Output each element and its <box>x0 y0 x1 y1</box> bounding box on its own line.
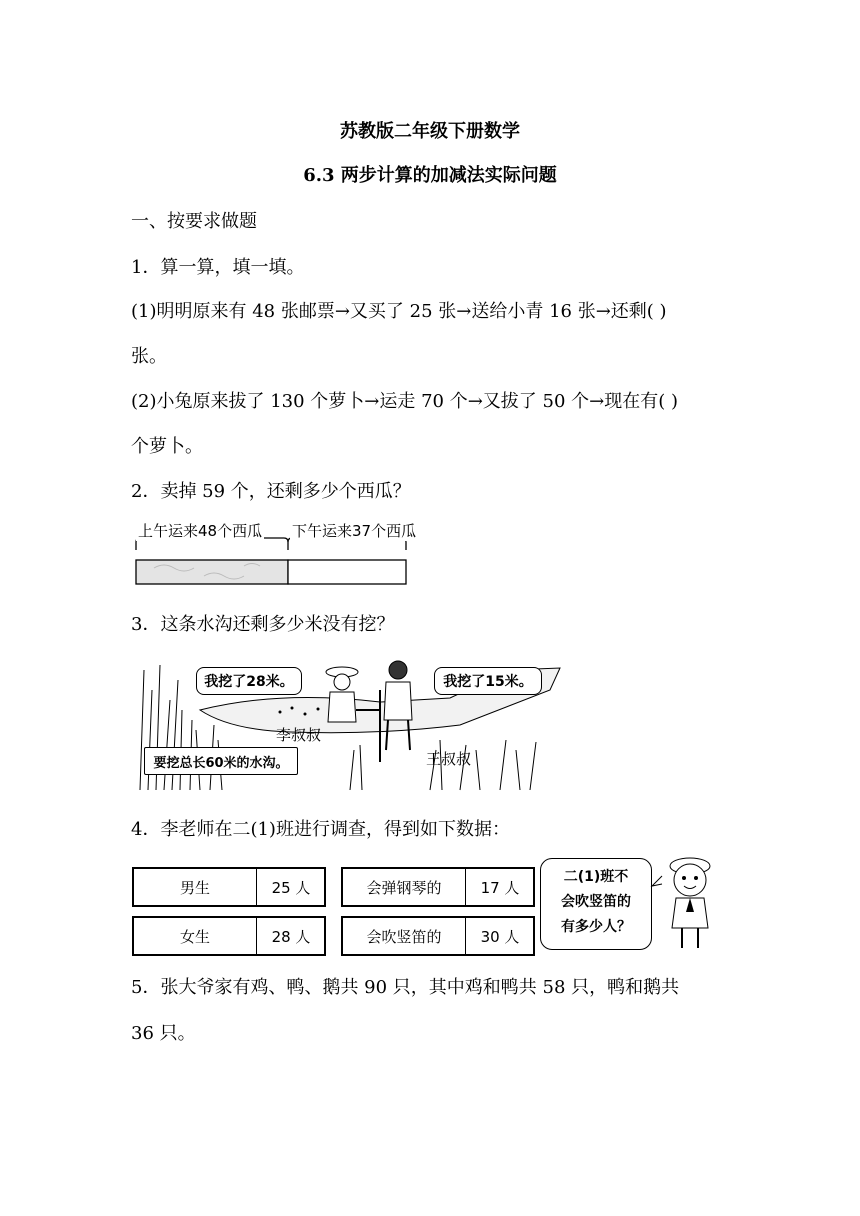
question-4-stem: 4．李老师在二(1)班进行调查，得到如下数据： <box>131 819 510 840</box>
question-2-stem: 2．卖掉 59 个，还剩多少个西瓜？ <box>131 481 411 502</box>
watermelon-segment-diagram <box>134 520 417 590</box>
name-label-wang: 王叔叔 <box>426 750 472 768</box>
question-bubble <box>540 858 652 950</box>
name-label-li: 李叔叔 <box>276 726 322 744</box>
speech-bubble-wang: 我挖了15米。 <box>434 667 542 695</box>
piano-label: 会弹钢琴的 <box>343 869 466 905</box>
lesson-subtitle: 6.3 两步计算的加减法实际问题 <box>303 165 557 186</box>
bubble-line-1: 二(1)班不 <box>563 869 629 885</box>
morning-label: 上午运来48个西瓜 <box>138 522 263 540</box>
question-1-part-2: (2)小兔原来拔了 130 个萝卜→运走 70 个→又拔了 50 个→现在有( ) <box>131 391 679 412</box>
skill-row-recorder <box>341 916 535 956</box>
piano-value: 17 人 <box>480 878 520 897</box>
section-heading: 一、按要求做题 <box>131 211 257 232</box>
question-5-line-2: 36 只。 <box>131 1023 196 1044</box>
afternoon-label: 下午运来37个西瓜 <box>292 522 417 540</box>
recorder-value: 30 人 <box>480 927 520 946</box>
question-1-stem: 1．算一算，填一填。 <box>131 257 305 278</box>
boys-value: 25 人 <box>271 878 311 897</box>
ditch-illustration <box>130 650 570 795</box>
question-3-stem: 3．这条水沟还剩多少米没有挖？ <box>131 614 395 635</box>
question-5-line-1: 5．张大爷家有鸡、鸭、鹅共 90 只，其中鸡和鸭共 58 只，鸭和鹅共 <box>131 977 680 998</box>
skill-row-piano <box>341 867 535 907</box>
gender-row-girls <box>132 916 326 956</box>
bubble-line-2: 会吹竖笛的 <box>561 894 631 910</box>
girls-label: 女生 <box>134 918 257 954</box>
speech-bubble-li: 我挖了28米。 <box>196 667 302 695</box>
student-girl-image <box>650 846 730 956</box>
document-title: 苏教版二年级下册数学 <box>340 121 520 142</box>
question-1-part-1: (1)明明原来有 48 张邮票→又买了 25 张→送给小青 16 张→还剩( ) <box>131 301 667 322</box>
task-note: 要挖总长60米的水沟。 <box>144 747 298 775</box>
girls-value: 28 人 <box>271 927 311 946</box>
question-1-part-2-cont: 个萝卜。 <box>131 436 203 457</box>
boys-label: 男生 <box>134 869 257 905</box>
question-1-part-1-cont: 张。 <box>131 346 167 367</box>
bubble-line-3: 有多少人？ <box>561 919 631 935</box>
recorder-label: 会吹竖笛的 <box>343 918 466 954</box>
gender-row-boys <box>132 867 326 907</box>
